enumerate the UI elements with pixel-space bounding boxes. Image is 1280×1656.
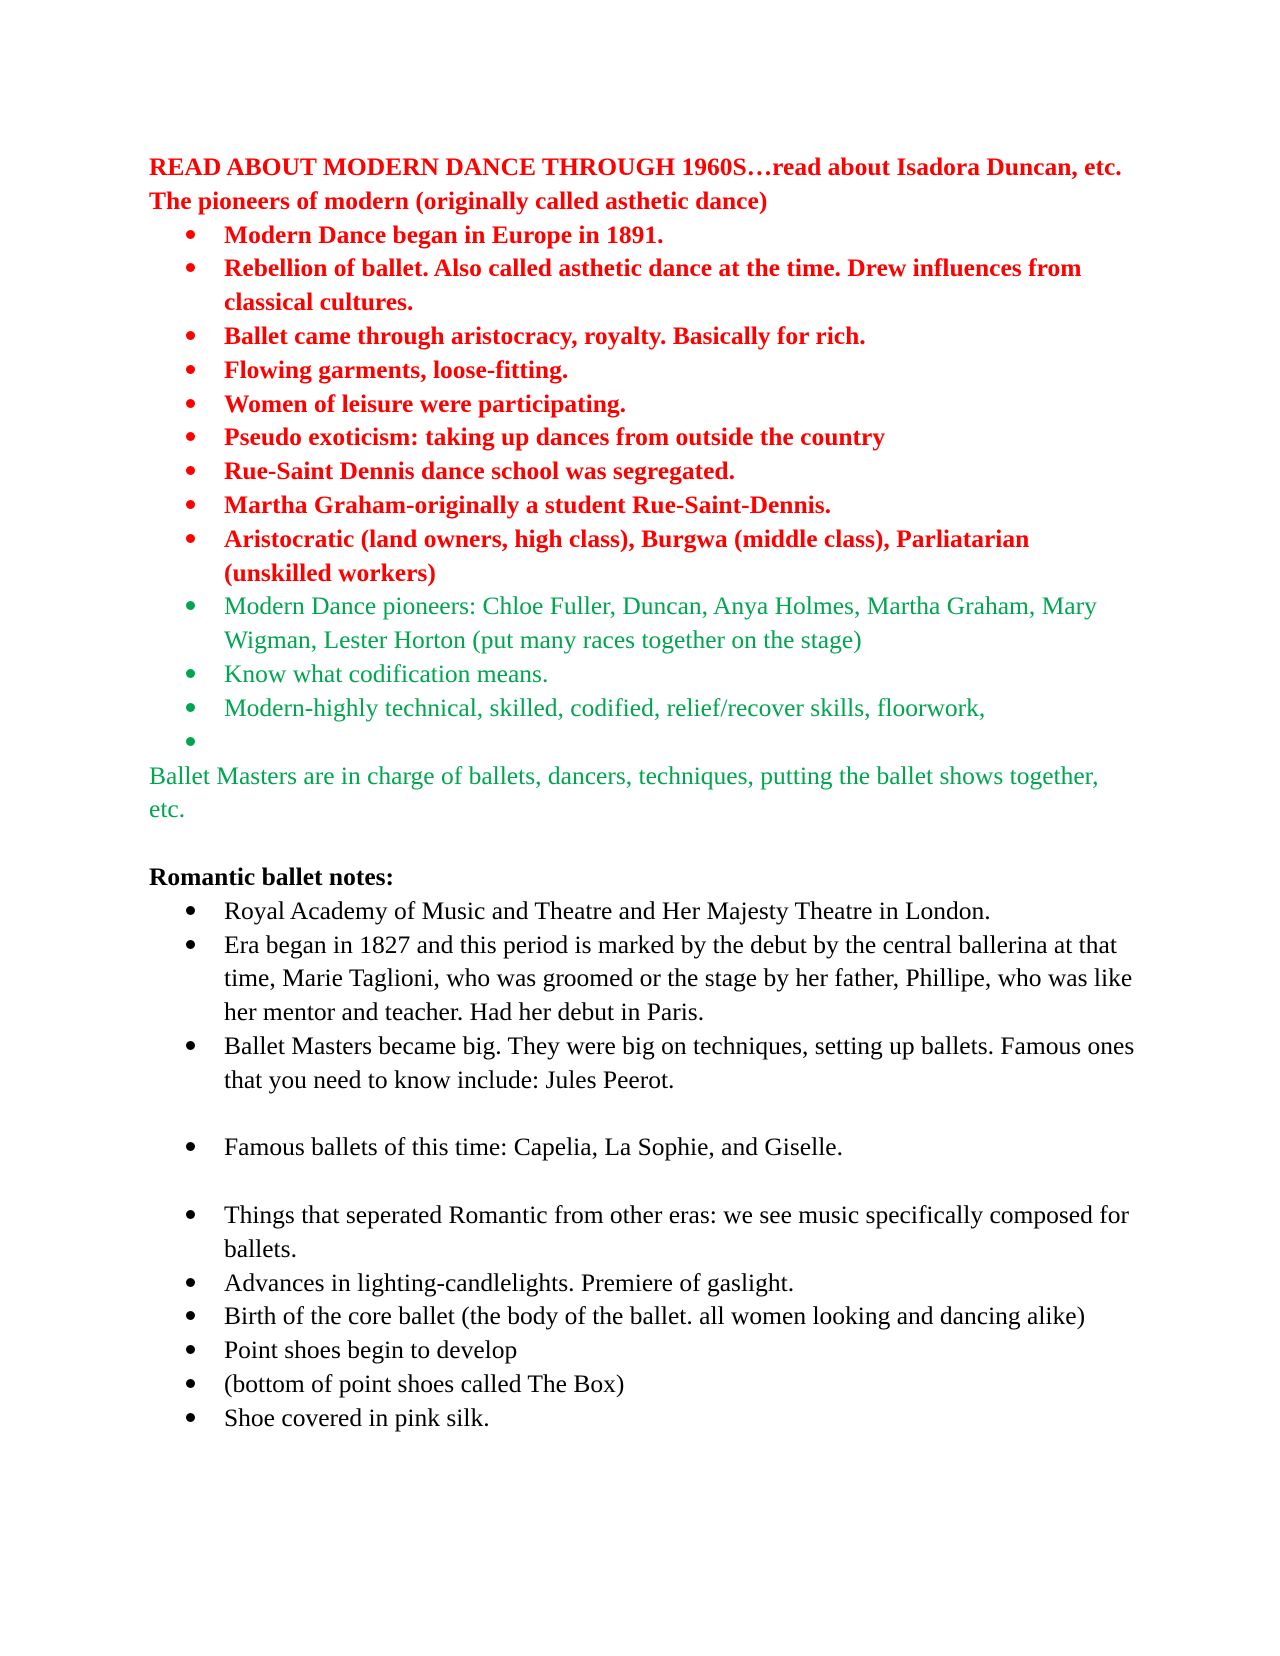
list-item: Point shoes begin to develop bbox=[149, 1333, 1139, 1367]
ballet-masters-note: Ballet Masters are in charge of ballets, dancers, techniques, putting the ballet shows together, etc. bbox=[149, 760, 1099, 824]
bullet-icon bbox=[186, 1299, 196, 1333]
romantic-list-group-2 bbox=[149, 1130, 1139, 1164]
bullet-icon bbox=[186, 1266, 196, 1300]
list-item: Shoe covered in pink silk. bbox=[149, 1401, 1139, 1435]
list-item: Modern-highly technical, skilled, codified, relief/recover skills, floorwork, bbox=[149, 691, 1139, 725]
bullet-icon bbox=[186, 488, 196, 522]
list-item: Ballet came through aristocracy, royalty. Basically for rich. bbox=[149, 319, 1139, 353]
bullet-icon bbox=[186, 1401, 196, 1435]
spacer bbox=[149, 1164, 1139, 1198]
list-item: (bottom of point shoes called The Box) bbox=[149, 1367, 1139, 1401]
romantic-ballet-heading: Romantic ballet notes: bbox=[149, 861, 395, 891]
bullet-icon bbox=[186, 928, 196, 962]
list-item: Famous ballets of this time: Capelia, La Sophie, and Giselle. bbox=[149, 1130, 1139, 1164]
empty-list-item bbox=[149, 725, 1139, 759]
spacer bbox=[149, 826, 1139, 860]
bullet-icon bbox=[186, 319, 196, 353]
list-item: Things that seperated Romantic from other eras: we see music specifically composed for ballets. bbox=[149, 1198, 1139, 1266]
modern-dance-red-list bbox=[149, 218, 1139, 590]
bullet-icon bbox=[186, 657, 196, 691]
list-item: Aristocratic (land owners, high class), Burgwa (middle class), Parliatarian (unskilled workers) bbox=[149, 522, 1139, 590]
bullet-icon bbox=[186, 454, 196, 488]
list-item: Rebellion of ballet. Also called asthetic dance at the time. Drew influences from classical cultures. bbox=[149, 251, 1139, 319]
list-item: Advances in lighting-candlelights. Premiere of gaslight. bbox=[149, 1266, 1139, 1300]
romantic-list-group-3 bbox=[149, 1198, 1139, 1435]
bullet-icon bbox=[186, 353, 196, 387]
bullet-icon bbox=[186, 894, 196, 928]
bullet-icon bbox=[186, 218, 196, 252]
list-item: Martha Graham-originally a student Rue-Saint-Dennis. bbox=[149, 488, 1139, 522]
list-item: Modern Dance began in Europe in 1891. bbox=[149, 218, 1139, 252]
modern-dance-intro: READ ABOUT MODERN DANCE THROUGH 1960S…read about Isadora Duncan, etc. The pioneers of modern (originally called asthetic dance) bbox=[149, 152, 1122, 215]
bullet-icon bbox=[186, 387, 196, 421]
bullet-icon bbox=[186, 522, 196, 556]
list-item: Ballet Masters became big. They were big on techniques, setting up ballets. Famous ones that you need to know include: Jules Peerot. bbox=[149, 1029, 1139, 1097]
spacer bbox=[149, 1097, 1139, 1131]
list-item: Flowing garments, loose-fitting. bbox=[149, 353, 1139, 387]
list-item: Modern Dance pioneers: Chloe Fuller, Duncan, Anya Holmes, Martha Graham, Mary Wigman, Lester Horton (put many races together on the stage) bbox=[149, 589, 1139, 657]
bullet-icon bbox=[186, 251, 196, 285]
bullet-icon bbox=[186, 1029, 196, 1063]
list-item: Birth of the core ballet (the body of the ballet. all women looking and dancing alike) bbox=[149, 1299, 1139, 1333]
list-item: Era began in 1827 and this period is marked by the debut by the central ballerina at that time, Marie Taglioni, who was groomed or the stage by her father, Phillipe, who was like her mentor and teacher. Had her debut in Paris. bbox=[149, 928, 1139, 1029]
list-item: Royal Academy of Music and Theatre and Her Majesty Theatre in London. bbox=[149, 894, 1139, 928]
bullet-icon bbox=[186, 589, 196, 623]
bullet-icon bbox=[186, 1198, 196, 1232]
romantic-list-group-1 bbox=[149, 894, 1139, 1097]
bullet-icon bbox=[186, 691, 196, 725]
bullet-icon bbox=[186, 725, 196, 759]
list-item: Rue-Saint Dennis dance school was segregated. bbox=[149, 454, 1139, 488]
list-item: Know what codification means. bbox=[149, 657, 1139, 691]
bullet-icon bbox=[186, 1130, 196, 1164]
bullet-icon bbox=[186, 1367, 196, 1401]
list-item: Women of leisure were participating. bbox=[149, 387, 1139, 421]
bullet-icon bbox=[186, 420, 196, 454]
bullet-icon bbox=[186, 1333, 196, 1367]
document-body bbox=[149, 150, 1139, 1434]
modern-dance-green-list bbox=[149, 589, 1139, 758]
list-item: Pseudo exoticism: taking up dances from outside the country bbox=[149, 420, 1139, 454]
